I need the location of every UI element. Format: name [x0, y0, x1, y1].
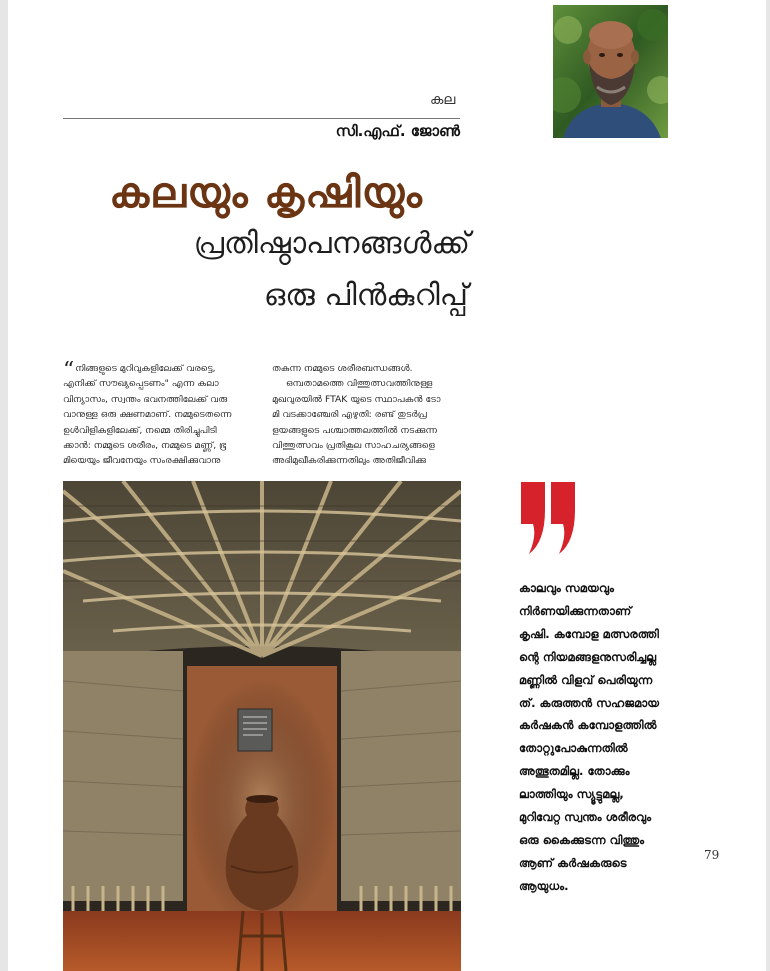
header-divider	[63, 118, 460, 119]
body-column-1	[63, 361, 253, 469]
author-name: സി.എഫ്. ജോൺ	[335, 122, 460, 140]
body-column-2	[272, 361, 462, 469]
headline-line-1: കലയും കൃഷിയും	[109, 168, 423, 217]
pull-quote	[519, 577, 704, 898]
pull-quote-line: കൃഷി. കമ്പോള മത്സരത്തി	[519, 626, 659, 641]
pull-quote-line: ത്. കരുത്തൻ സഹജമായ	[519, 695, 660, 710]
pull-quote-line: കർഷകൻ കമ്പോളത്തിൽ	[519, 718, 657, 733]
page-number-text: 79	[704, 848, 720, 862]
body-line: വിത്തുത്സവം പ്രതികൂല സാഹചര്യങ്ങളെ	[272, 440, 435, 452]
body-line: തകുന്ന നമ്മുടെ ശരീരബന്ധങ്ങൾ.	[272, 363, 413, 374]
pull-quote-line: ന്റെ നിയമങ്ങളനുസരിച്ചല്ല	[519, 649, 657, 664]
body-line: ഒമ്പതാമത്തെ വിത്തുത്സവത്തിനുള്ള	[286, 378, 433, 390]
pull-quote-line: ലാത്തിയും സ്യൂട്ടുമല്ല,	[519, 787, 624, 802]
page-edge-right	[766, 0, 770, 971]
pull-quote-line: കാലവും സമയവും	[519, 581, 614, 595]
body-line: ഉൾവിളികളിലേക്ക്, നമ്മെ തിരിച്ചുപിടി	[63, 424, 217, 436]
installation-photo	[63, 481, 461, 971]
pull-quote-line: ആണ് കർഷകരുടെ	[519, 855, 627, 870]
section-label: കല	[430, 92, 456, 108]
open-quote-icon: “	[63, 361, 75, 377]
pull-quote-line: ഒരു കൈക്കുടന്ന വിത്തും	[519, 832, 645, 847]
body-line: ക്കാൻ: നമ്മുടെ ശരീരം, നമ്മുടെ മണ്ണ്, ഭൂ	[63, 440, 227, 452]
body-line: അഭിമുഖീകരിക്കുന്നതിലും അതിജീവിക്കു	[272, 455, 427, 467]
pull-quote-line: അത്ഭുതമില്ല. തോക്കും	[519, 764, 630, 779]
body-line: മി വടക്കാഞ്ചേരി എഴുതി: രണ്ട് തുടർപ്ര	[272, 409, 427, 421]
page-number	[694, 840, 724, 888]
body-line: മുഖവുരയിൽ FTAK യുടെ സ്ഥാപകൻ ടോ	[272, 393, 441, 405]
pull-quote-line: നിർണയിക്കുന്നതാണ്	[519, 603, 632, 618]
pull-quote-line: മണ്ണിൽ വിളവ് പെരിയുന്ന	[519, 672, 653, 687]
body-line: ളയങ്ങളുടെ പശ്ചാത്തലത്തിൽ നടക്കുന്ന	[272, 424, 438, 436]
quote-mark-icon	[519, 480, 579, 560]
body-line: വിന്യാസം, സ്വന്തം ഭവനത്തിലേക്ക് വരു	[63, 393, 228, 405]
pull-quote-line: മുറിവേറ്റ സ്വന്തം ശരീരവും	[519, 810, 652, 825]
body-line: എനിക്ക് സൗഖ്യപ്പെടണം" എന്ന കലാ	[63, 378, 219, 390]
body-line: മിയെയും ജീവനേയും സംരക്ഷിക്കുവാനു	[63, 455, 221, 467]
author-photo	[553, 5, 668, 138]
pull-quote-line: ആയുധം.	[519, 878, 569, 893]
pull-quote-line: തോറ്റുപോകുന്നതിൽ	[519, 741, 628, 756]
headline-line-2: പ്രതിഷ്ഠാപനങ്ങൾക്ക്	[193, 226, 470, 261]
page-edge-left	[0, 0, 8, 971]
body-line: വാനുള്ള ഒരു ക്ഷണമാണ്. നമ്മുടെതന്നെ	[63, 409, 232, 421]
body-line: “നിങ്ങളുടെ മുറിവുകളിലേക്ക് വരട്ടെ,	[63, 361, 253, 376]
headline-line-3: ഒരു പിൻകുറിപ്പ്	[263, 278, 468, 313]
